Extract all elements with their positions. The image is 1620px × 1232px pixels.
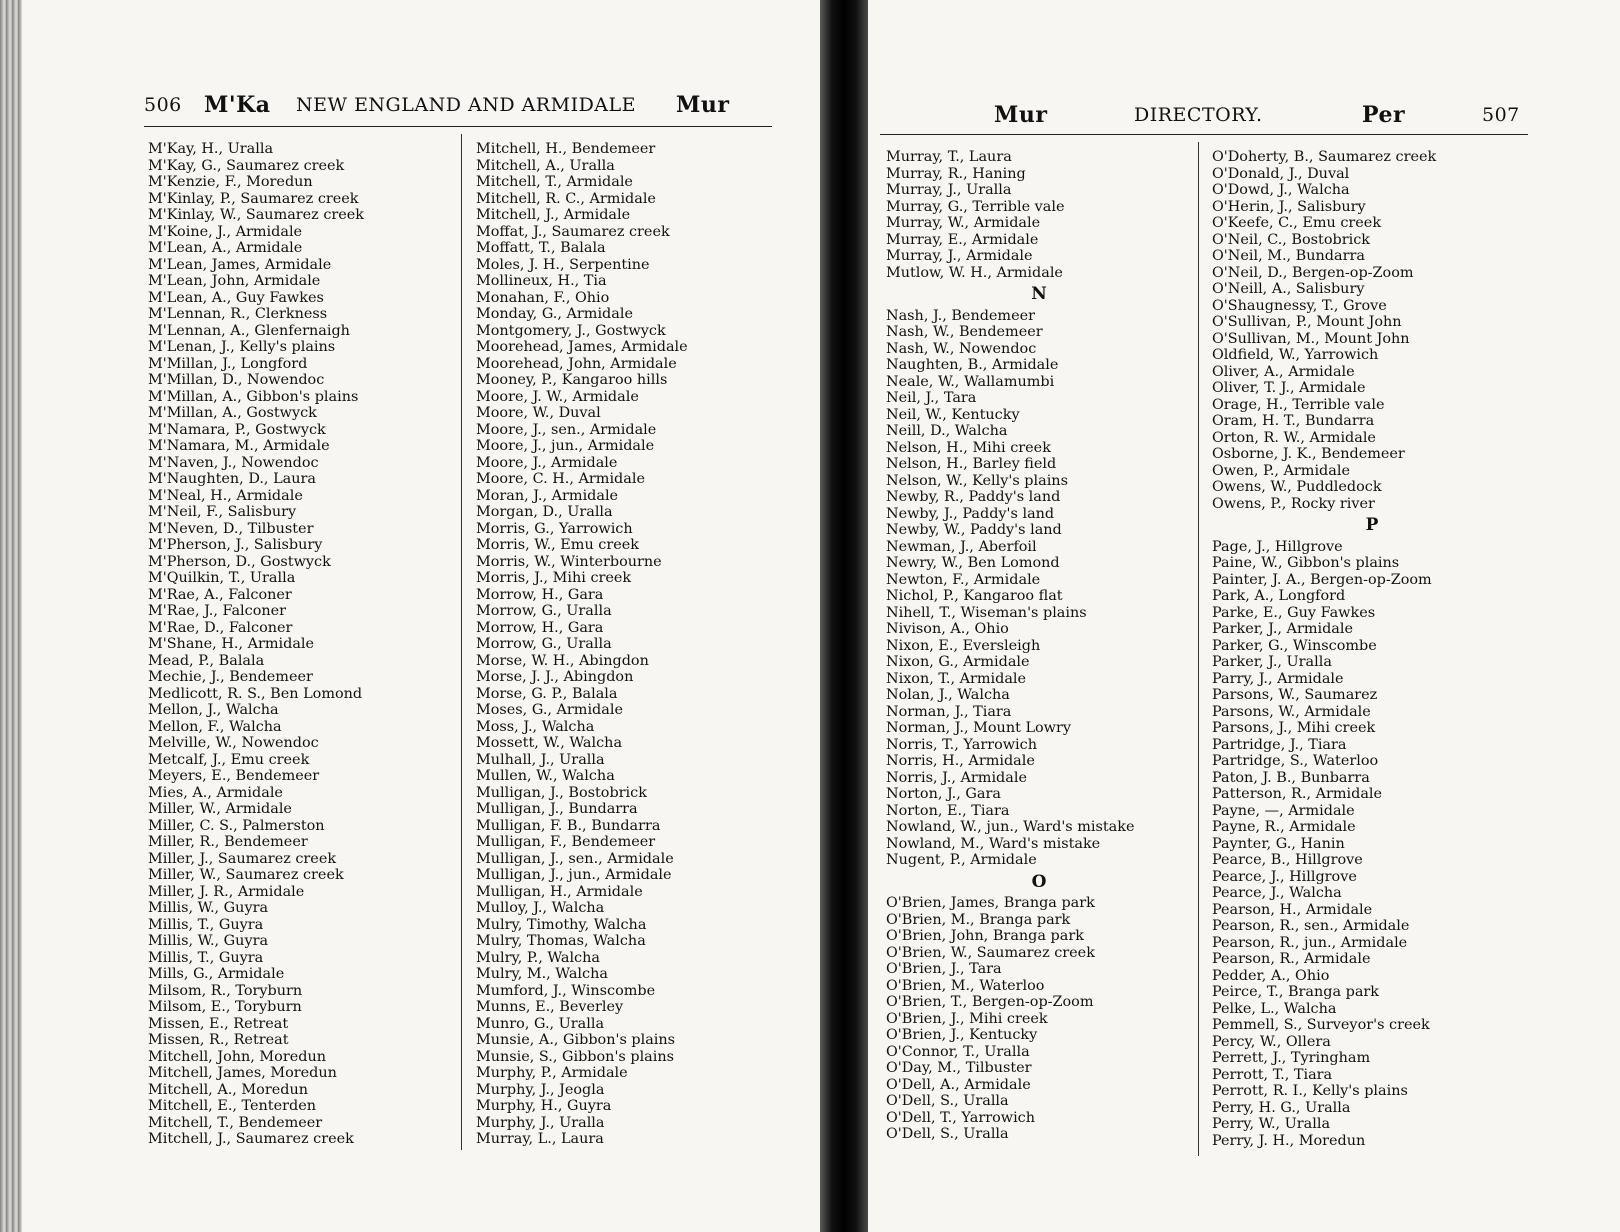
- directory-entry: M'Millan, D., Nowendoc: [148, 372, 325, 388]
- directory-entry: Munsie, A., Gibbon's plains: [476, 1032, 676, 1048]
- directory-entry: O'Doherty, B., Saumarez creek: [1212, 149, 1437, 165]
- directory-entry: Mulligan, J., Bundarra: [476, 801, 638, 817]
- directory-entry: Pearson, R., Armidale: [1212, 951, 1371, 967]
- directory-entry: Owens, P., Rocky river: [1212, 495, 1375, 512]
- directory-entry: Newby, R., Paddy's land: [886, 489, 1061, 505]
- directory-entry: Moles, J. H., Serpentine: [476, 256, 650, 273]
- directory-entry: Mulligan, H., Armidale: [476, 883, 643, 900]
- directory-entry: M'Millan, A., Gibbon's plains: [148, 388, 359, 405]
- directory-entry: O'Connor, T., Uralla: [886, 1043, 1030, 1060]
- directory-entry: Mitchell, J., Armidale: [476, 207, 631, 223]
- directory-entry: Melville, W., Nowendoc: [148, 735, 319, 751]
- directory-entry: Moses, G., Armidale: [476, 702, 623, 718]
- directory-entry: Osborne, J. K., Bendemeer: [1212, 446, 1405, 462]
- directory-entry: Morse, J. J., Abingdon: [476, 669, 634, 685]
- directory-entry: Mitchell, T., Bendemeer: [148, 1114, 323, 1131]
- directory-entry: Mulligan, J., jun., Armidale: [476, 867, 672, 883]
- directory-entry: Pearson, R., jun., Armidale: [1212, 934, 1408, 951]
- directory-entry: Miller, C. S., Palmerston: [148, 817, 325, 834]
- directory-entry: O'Keefe, C., Emu creek: [1212, 215, 1382, 231]
- directory-entry: O'Brien, J., Mihi creek: [886, 1010, 1048, 1027]
- directory-entry: Mitchell, H., Bendemeer: [476, 141, 656, 157]
- directory-entry: M'Millan, J., Longford: [148, 355, 308, 372]
- directory-entry: Perry, H. G., Uralla: [1212, 1099, 1351, 1116]
- directory-entry: M'Rae, J., Falconer: [148, 603, 287, 619]
- directory-entry: Parsons, W., Saumarez: [1212, 687, 1378, 703]
- directory-entry: Payne, —, Armidale: [1212, 802, 1355, 819]
- page-edge: [0, 0, 22, 1232]
- book-spine: [820, 0, 868, 1232]
- directory-entry: Morse, G. P., Balala: [476, 685, 618, 702]
- directory-entry: Miller, W., Armidale: [148, 801, 292, 817]
- directory-entry: Park, A., Longford: [1212, 588, 1346, 604]
- directory-entry: Nihell, T., Wiseman's plains: [886, 604, 1087, 621]
- directory-entry: Miller, R., Bendemeer: [148, 834, 308, 850]
- catchword-last: Mur: [676, 92, 730, 118]
- column-left-1: [148, 141, 458, 1148]
- directory-entry: Mies, A., Armidale: [148, 784, 283, 801]
- directory-entry: Norris, T., Yarrowich: [886, 736, 1037, 753]
- directory-entry: Naughten, B., Armidale: [886, 357, 1059, 373]
- directory-entry: Pearce, J., Hillgrove: [1212, 868, 1357, 885]
- section-letter: O: [1031, 871, 1047, 892]
- directory-entry: Mulry, Timothy, Walcha: [476, 916, 647, 933]
- directory-entry: Meyers, E., Bendemeer: [148, 768, 320, 784]
- directory-entry: Nixon, T., Armidale: [886, 670, 1027, 687]
- directory-entry: Partridge, J., Tiara: [1212, 736, 1347, 753]
- directory-entry: Morrow, G., Uralla: [476, 603, 612, 619]
- directory-entry: Neil, J., Tara: [886, 390, 977, 406]
- column-divider: [461, 134, 462, 1150]
- directory-entry: Millis, W., Guyra: [148, 900, 269, 916]
- directory-entry: Newby, W., Paddy's land: [886, 522, 1062, 538]
- running-title: DIRECTORY.: [1134, 104, 1263, 126]
- directory-entry: Mullen, W., Walcha: [476, 768, 615, 784]
- directory-entry: Millis, T., Guyra: [148, 949, 264, 966]
- directory-entry: Page, J., Hillgrove: [1212, 538, 1343, 555]
- directory-entry: M'Naven, J., Nowendoc: [148, 454, 319, 471]
- directory-entry: Murphy, J., Jeogla: [476, 1081, 605, 1098]
- directory-entry: Percy, W., Ollera: [1212, 1033, 1331, 1050]
- directory-entry: M'Lenan, J., Kelly's plains: [148, 339, 336, 355]
- directory-entry: Monahan, F., Ohio: [476, 289, 610, 306]
- directory-entry: Medlicott, R. S., Ben Lomond: [148, 685, 363, 702]
- directory-entry: Newby, J., Paddy's land: [886, 505, 1055, 522]
- directory-entry: Pearson, R., sen., Armidale: [1212, 918, 1410, 934]
- directory-entry: Moran, J., Armidale: [476, 487, 619, 504]
- directory-entry: Norman, J., Tiara: [886, 703, 1012, 720]
- directory-entry: Nelson, W., Kelly's plains: [886, 472, 1068, 489]
- directory-entry: Munns, E., Beverley: [476, 999, 624, 1015]
- column-left-2: [476, 141, 776, 1148]
- directory-entry: Miller, J. R., Armidale: [148, 883, 305, 900]
- page-number: 506: [144, 94, 182, 116]
- directory-entry: Nixon, G., Armidale: [886, 654, 1030, 670]
- directory-entry: Mellon, J., Walcha: [148, 702, 279, 718]
- directory-entry: Nash, W., Nowendoc: [886, 340, 1037, 357]
- directory-entry: Mead, P., Balala: [148, 652, 265, 669]
- directory-entry: Patterson, R., Armidale: [1212, 786, 1383, 802]
- directory-entry: Mitchell, A., Moredun: [148, 1081, 308, 1098]
- directory-entry: O'Brien, James, Branga park: [886, 895, 1095, 911]
- directory-entry: M'Neil, F., Salisbury: [148, 504, 297, 520]
- directory-entry: M'Pherson, D., Gostwyck: [148, 553, 331, 570]
- directory-entry: Mulligan, J., Bostobrick: [476, 784, 647, 801]
- catchword-first: M'Ka: [204, 92, 271, 118]
- directory-entry: Parsons, W., Armidale: [1212, 703, 1371, 720]
- directory-entry: Orton, R. W., Armidale: [1212, 429, 1376, 446]
- directory-entry: Nelson, H., Barley field: [886, 456, 1057, 472]
- directory-entry: Moore, C. H., Armidale: [476, 471, 645, 487]
- directory-entry: Montgomery, J., Gostwyck: [476, 322, 666, 339]
- directory-entry: Perrott, R. I., Kelly's plains: [1212, 1083, 1408, 1099]
- directory-entry: O'Neil, D., Bergen-op-Zoom: [1212, 264, 1414, 281]
- directory-entry: M'Kay, H., Uralla: [148, 141, 274, 157]
- directory-entry: Mulloy, J., Walcha: [476, 900, 605, 916]
- directory-entry: Millis, W., Guyra: [148, 933, 269, 949]
- directory-entry: Moorehead, James, Armidale: [476, 339, 688, 355]
- directory-entry: O'Dowd, J., Walcha: [1212, 182, 1350, 198]
- directory-entry: O'Brien, M., Waterloo: [886, 977, 1045, 994]
- directory-entry: Norris, J., Armidale: [886, 769, 1027, 786]
- directory-entry: Perrott, T., Tiara: [1212, 1066, 1333, 1083]
- directory-entry: Payne, R., Armidale: [1212, 819, 1356, 835]
- directory-entry: Owen, P., Armidale: [1212, 462, 1350, 479]
- directory-entry: Murray, G., Terrible vale: [886, 198, 1065, 215]
- directory-entry: Missen, R., Retreat: [148, 1032, 289, 1048]
- directory-entry: Miller, J., Saumarez creek: [148, 850, 337, 867]
- section-letter: P: [1365, 515, 1379, 535]
- directory-entry: M'Kenzie, F., Moredun: [148, 174, 313, 190]
- directory-entry: M'Koine, J., Armidale: [148, 223, 303, 240]
- directory-entry: O'Brien, T., Bergen-op-Zoom: [886, 994, 1094, 1010]
- directory-entry: Moffatt, T., Balala: [476, 240, 606, 256]
- directory-entry: O'Herin, J., Salisbury: [1212, 198, 1366, 215]
- directory-entry: Norris, H., Armidale: [886, 753, 1035, 769]
- directory-entry: Nowland, M., Ward's mistake: [886, 835, 1101, 852]
- directory-entry: O'Dell, T., Yarrowich: [886, 1109, 1035, 1126]
- directory-entry: Morse, W. H., Abingdon: [476, 652, 649, 669]
- directory-entry: M'Rae, A., Falconer: [148, 586, 292, 603]
- directory-entry: M'Lean, James, Armidale: [148, 256, 332, 273]
- header-rule: [880, 134, 1528, 135]
- directory-entry: M'Kinlay, W., Saumarez creek: [148, 207, 365, 223]
- directory-entry: Nash, J., Bendemeer: [886, 307, 1035, 324]
- directory-entry: Murphy, J., Uralla: [476, 1114, 605, 1131]
- directory-entry: Parke, E., Guy Fawkes: [1212, 604, 1376, 621]
- directory-entry: M'Namara, M., Armidale: [148, 438, 330, 454]
- directory-entry: M'Lean, John, Armidale: [148, 273, 321, 289]
- directory-entry: Parker, J., Uralla: [1212, 654, 1332, 670]
- directory-entry: Missen, E., Retreat: [148, 1015, 289, 1032]
- directory-entry: Munsie, S., Gibbon's plains: [476, 1048, 675, 1065]
- directory-entry: Orage, H., Terrible vale: [1212, 396, 1385, 413]
- directory-entry: Oram, H. T., Bundarra: [1212, 413, 1375, 429]
- directory-entry: Moore, J., Armidale: [476, 454, 618, 471]
- directory-entry: Morris, G., Yarrowich: [476, 520, 633, 537]
- directory-entry: Nolan, J., Walcha: [886, 687, 1010, 703]
- catchword-first: Mur: [994, 102, 1048, 128]
- directory-entry: Murray, T., Laura: [886, 149, 1012, 165]
- directory-entry: Moore, J., sen., Armidale: [476, 421, 657, 438]
- directory-entry: Mitchell, James, Moredun: [148, 1065, 337, 1081]
- directory-entry: Murphy, H., Guyra: [476, 1098, 612, 1114]
- directory-entry: Nixon, E., Eversleigh: [886, 637, 1041, 654]
- directory-entry: Morris, W., Winterbourne: [476, 553, 662, 570]
- directory-entry: Pemmell, S., Surveyor's creek: [1212, 1017, 1430, 1033]
- directory-entry: Morgan, D., Uralla: [476, 504, 613, 520]
- directory-entry: M'Neven, D., Tilbuster: [148, 520, 314, 537]
- directory-entry: Perrett, J., Tyringham: [1212, 1050, 1371, 1066]
- directory-entry: Partridge, S., Waterloo: [1212, 753, 1379, 769]
- directory-entry: Paynter, G., Hanin: [1212, 835, 1345, 852]
- directory-entry: O'Brien, J., Tara: [886, 961, 1002, 977]
- directory-entry: Murphy, P., Armidale: [476, 1065, 628, 1081]
- directory-entry: O'Brien, M., Branga park: [886, 911, 1071, 928]
- directory-entry: O'Shaugnessy, T., Grove: [1212, 297, 1387, 314]
- directory-entry: M'Namara, P., Gostwyck: [148, 421, 326, 438]
- directory-entry: O'Dell, S., Uralla: [886, 1126, 1009, 1142]
- directory-entry: Milsom, R., Toryburn: [148, 982, 303, 999]
- directory-entry: O'Neill, A., Salisbury: [1212, 281, 1365, 297]
- directory-entry: Morrow, G., Uralla: [476, 636, 612, 652]
- directory-entry: M'Naughten, D., Laura: [148, 471, 316, 487]
- directory-entry: Moore, J. W., Armidale: [476, 388, 639, 405]
- header-rule: [144, 126, 772, 127]
- directory-entry: Millis, T., Guyra: [148, 916, 264, 933]
- directory-entry: M'Kay, G., Saumarez creek: [148, 157, 345, 174]
- directory-entry: Mitchell, John, Moredun: [148, 1048, 326, 1065]
- directory-entry: Mechie, J., Bendemeer: [148, 669, 313, 685]
- directory-entry: Nowland, W., jun., Ward's mistake: [886, 819, 1135, 835]
- directory-entry: Morris, J., Mihi creek: [476, 570, 632, 586]
- directory-entry: O'Brien, John, Branga park: [886, 928, 1084, 944]
- directory-entry: Perry, W., Uralla: [1212, 1116, 1331, 1132]
- directory-entry: Monday, G., Armidale: [476, 306, 633, 322]
- directory-entry: Mutlow, W. H., Armidale: [886, 264, 1063, 281]
- right-page: [868, 0, 1620, 1232]
- directory-entry: O'Neil, C., Bostobrick: [1212, 231, 1370, 248]
- directory-entry: Neil, W., Kentucky: [886, 406, 1020, 423]
- directory-entry: O'Dell, S., Uralla: [886, 1093, 1009, 1109]
- directory-entry: Parry, J., Armidale: [1212, 670, 1344, 687]
- directory-entry: Oldfield, W., Yarrowich: [1212, 347, 1379, 363]
- directory-entry: Mitchell, T., Armidale: [476, 174, 633, 190]
- directory-entry: Parker, G., Winscombe: [1212, 637, 1377, 654]
- directory-entry: Newman, J., Aberfoil: [886, 538, 1037, 555]
- directory-entry: Nugent, P., Armidale: [886, 852, 1037, 868]
- directory-entry: Pearce, B., Hillgrove: [1212, 852, 1363, 868]
- directory-entry: Miller, W., Saumarez creek: [148, 867, 344, 883]
- directory-entry: Munro, G., Uralla: [476, 1015, 605, 1032]
- directory-entry: O'Sullivan, P., Mount John: [1212, 314, 1402, 330]
- directory-entry: M'Lennan, R., Clerkness: [148, 306, 328, 322]
- directory-entry: Moorehead, John, Armidale: [476, 355, 677, 372]
- directory-entry: M'Lennan, A., Glenfernaigh: [148, 322, 350, 339]
- directory-entry: Moffat, J., Saumarez creek: [476, 223, 670, 240]
- directory-entry: M'Shane, H., Armidale: [148, 636, 315, 652]
- directory-entry: O'Brien, W., Saumarez creek: [886, 944, 1095, 961]
- directory-entry: O'Neil, M., Bundarra: [1212, 248, 1365, 264]
- directory-entry: Mulry, P., Walcha: [476, 949, 600, 966]
- directory-entry: Parsons, J., Mihi creek: [1212, 720, 1376, 736]
- directory-entry: Newton, F., Armidale: [886, 571, 1041, 588]
- directory-entry: Mulligan, F., Bendemeer: [476, 834, 656, 850]
- running-title: NEW ENGLAND AND ARMIDALE: [296, 94, 637, 116]
- directory-entry: Milsom, E., Toryburn: [148, 999, 302, 1015]
- directory-entry: Mulligan, F. B., Bundarra: [476, 817, 661, 834]
- directory-entry: Moss, J., Walcha: [476, 718, 595, 735]
- directory-entry: Murray, J., Uralla: [886, 182, 1012, 198]
- directory-entry: Owens, W., Puddledock: [1212, 479, 1382, 495]
- directory-entry: M'Pherson, J., Salisbury: [148, 537, 323, 553]
- directory-entry: Paton, J. B., Bunbarra: [1212, 769, 1370, 786]
- directory-entry: Perry, J. H., Moredun: [1212, 1132, 1366, 1149]
- column-right-2: [1212, 149, 1532, 1149]
- section-letter: N: [1031, 284, 1047, 304]
- directory-entry: Parker, J., Armidale: [1212, 621, 1353, 637]
- directory-entry: Mitchell, E., Tenterden: [148, 1098, 316, 1114]
- directory-entry: Newry, W., Ben Lomond: [886, 555, 1060, 571]
- directory-entry: Paine, W., Gibbon's plains: [1212, 555, 1400, 571]
- directory-entry: Murray, J., Armidale: [886, 248, 1033, 264]
- directory-entry: Mulry, M., Walcha: [476, 966, 608, 982]
- directory-entry: Pearson, H., Armidale: [1212, 901, 1373, 918]
- directory-entry: Mills, G., Armidale: [148, 966, 285, 982]
- directory-entry: Murray, W., Armidale: [886, 215, 1041, 231]
- directory-entry: O'Brien, J., Kentucky: [886, 1027, 1038, 1043]
- directory-entry: Norton, J., Gara: [886, 786, 1001, 802]
- page-number: 507: [1482, 104, 1520, 126]
- directory-entry: Pearce, J., Walcha: [1212, 885, 1342, 901]
- directory-entry: M'Kinlay, P., Saumarez creek: [148, 190, 359, 207]
- directory-entry: Mossett, W., Walcha: [476, 735, 623, 751]
- directory-entry: Peirce, T., Branga park: [1212, 984, 1380, 1000]
- directory-entry: O'Dell, A., Armidale: [886, 1076, 1031, 1093]
- directory-entry: Pedder, A., Ohio: [1212, 967, 1330, 984]
- directory-entry: Mellon, F., Walcha: [148, 718, 282, 735]
- directory-entry: Mulligan, J., sen., Armidale: [476, 850, 674, 867]
- column-divider: [1198, 142, 1199, 1156]
- directory-entry: Mollineux, H., Tia: [476, 273, 607, 289]
- directory-entry: Mitchell, J., Saumarez creek: [148, 1131, 354, 1147]
- directory-entry: M'Quilkin, T., Uralla: [148, 570, 296, 586]
- directory-entry: Nivison, A., Ohio: [886, 621, 1009, 637]
- directory-entry: Norton, E., Tiara: [886, 802, 1010, 819]
- directory-entry: M'Rae, D., Falconer: [148, 619, 293, 636]
- directory-entry: Moore, W., Duval: [476, 405, 601, 421]
- directory-entry: Painter, J. A., Bergen-op-Zoom: [1212, 571, 1432, 588]
- directory-entry: Neill, D., Walcha: [886, 423, 1008, 439]
- directory-entry: Nelson, H., Mihi creek: [886, 439, 1051, 456]
- directory-entry: Morrow, H., Gara: [476, 619, 604, 636]
- directory-entry: M'Lean, A., Guy Fawkes: [148, 289, 324, 306]
- directory-entry: Mitchell, R. C., Armidale: [476, 190, 656, 207]
- directory-entry: M'Neal, H., Armidale: [148, 487, 303, 504]
- directory-entry: Mulry, Thomas, Walcha: [476, 933, 646, 949]
- directory-entry: Oliver, A., Armidale: [1212, 363, 1355, 380]
- directory-entry: M'Lean, A., Armidale: [148, 240, 303, 256]
- directory-entry: M'Millan, A., Gostwyck: [148, 405, 317, 421]
- directory-entry: Mumford, J., Winscombe: [476, 982, 656, 999]
- directory-entry: Moore, J., jun., Armidale: [476, 438, 655, 454]
- directory-entry: Metcalf, J., Emu creek: [148, 751, 310, 768]
- catchword-last: Per: [1362, 102, 1406, 128]
- directory-entry: Mulhall, J., Uralla: [476, 751, 605, 768]
- directory-entry: O'Donald, J., Duval: [1212, 165, 1350, 182]
- directory-entry: O'Day, M., Tilbuster: [886, 1060, 1032, 1076]
- directory-entry: Oliver, T. J., Armidale: [1212, 380, 1366, 396]
- directory-entry: Nichol, P., Kangaroo flat: [886, 588, 1063, 604]
- directory-entry: Morrow, H., Gara: [476, 586, 604, 603]
- directory-entry: Mooney, P., Kangaroo hills: [476, 372, 668, 388]
- directory-entry: Murray, L., Laura: [476, 1131, 604, 1147]
- directory-entry: Neale, W., Wallamumbi: [886, 373, 1055, 390]
- directory-entry: Norman, J., Mount Lowry: [886, 720, 1071, 736]
- directory-entry: Murray, R., Haning: [886, 165, 1026, 182]
- directory-entry: Mitchell, A., Uralla: [476, 157, 615, 174]
- directory-entry: Pelke, L., Walcha: [1212, 1000, 1337, 1017]
- column-right-1: [886, 149, 1192, 1143]
- directory-entry: Morris, W., Emu creek: [476, 537, 639, 553]
- directory-entry: Murray, E., Armidale: [886, 231, 1039, 248]
- directory-entry: O'Sullivan, M., Mount John: [1212, 330, 1410, 347]
- directory-entry: Nash, W., Bendemeer: [886, 324, 1043, 340]
